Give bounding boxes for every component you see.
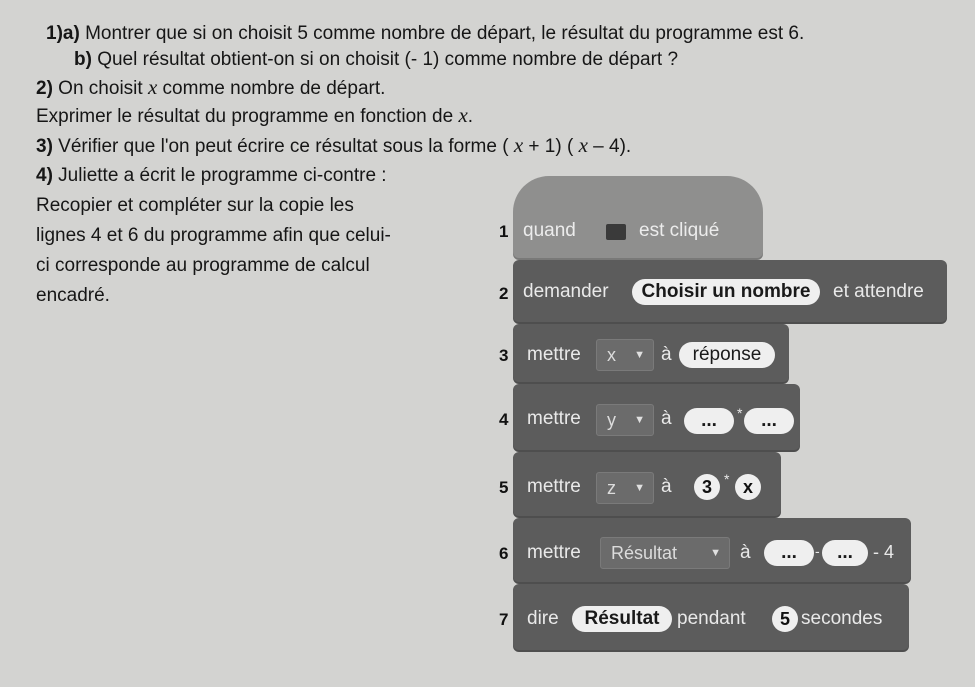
question-text: On choisit [52,78,148,99]
block-keyword: et attendre [833,281,924,302]
empty-slot[interactable]: ... [744,408,794,434]
question-4 [36,164,387,187]
chevron-down-icon: ▼ [634,349,645,361]
flag-icon [606,224,626,240]
block-keyword: quand [523,220,576,241]
question-2-line2 [36,104,473,128]
expr-part: ( [502,136,514,157]
question-3 [36,134,631,158]
empty-slot[interactable]: ... [764,540,814,566]
question-1a [46,22,804,45]
operator: * [724,471,730,487]
number-slot[interactable]: 3 [694,474,720,500]
block-keyword: à [661,476,672,497]
variable-x: x [578,133,588,157]
question-text: Vérifier que l'on peut écrire ce résultat sous la forme [52,136,503,157]
question-number: 3) [36,136,53,157]
block-keyword: demander [523,281,609,302]
question-text: . [467,106,474,127]
question-text: comme nombre de départ. [157,78,386,99]
question-4-line5: encadré. [36,285,110,306]
question-number: 1)a) [46,23,80,44]
question-4-line3: lignes 4 et 6 du programme afin que celui- [36,225,391,246]
empty-slot[interactable]: ... [684,408,734,434]
question-text: Exprimer le résultat du programme en fonction de [36,106,459,127]
variable-name: x [607,345,616,365]
block-keyword: à [661,344,672,365]
variable-name: z [607,478,616,498]
variable-dropdown[interactable] [600,537,730,569]
variable-reporter-resultat[interactable]: Résultat [572,606,672,632]
question-1b [74,48,678,71]
expr-part: + 1) ( [523,136,579,157]
block-keyword: est cliqué [639,220,720,241]
number-slot[interactable]: 5 [772,606,798,632]
chevron-down-icon: ▼ [634,414,645,426]
block-keyword: à [661,408,672,429]
line-number: 1 [499,222,509,241]
line-number: 7 [499,610,509,629]
question-4-line4: ci corresponde au programme de calcul [36,255,370,276]
variable-name: y [607,410,616,430]
question-number: 2) [36,78,53,99]
question-number: 4) [36,165,53,186]
question-text: Montrer que si on choisit 5 comme nombre de départ, le résultat du programme est 6. [79,23,805,44]
block-keyword: mettre [527,542,581,563]
operator: * [737,405,743,421]
question-text: Quel résultat obtient-on si on choisit (- 1) comme nombre de départ ? [91,49,679,70]
question-2 [36,76,385,100]
empty-slot[interactable]: ... [822,540,868,566]
variable-dropdown[interactable] [596,404,654,436]
expr-part: – 4). [587,136,632,157]
block-keyword: dire [527,608,559,629]
chevron-down-icon: ▼ [634,482,645,494]
variable-reporter[interactable]: x [735,474,761,500]
constant-term: - 4 [873,542,895,562]
variable-name: Résultat [611,543,678,563]
block-keyword: à [740,542,751,563]
question-number: b) [74,49,92,70]
variable-x: x [513,133,524,157]
chevron-down-icon: ▼ [710,547,721,559]
variable-dropdown[interactable] [596,472,654,504]
block-keyword: secondes [801,608,883,629]
question-text: Juliette a écrit le programme ci-contre : [52,165,387,186]
line-number: 3 [499,346,509,365]
block-line-1 [513,176,763,260]
variable-dropdown[interactable] [596,339,654,371]
variable-x: x [458,103,468,127]
block-keyword: mettre [527,344,581,365]
line-number: 6 [499,544,509,563]
operator: - [815,543,820,559]
reporter-reponse[interactable]: réponse [679,342,775,368]
line-number: 4 [499,410,509,429]
prompt-input[interactable]: Choisir un nombre [632,279,820,305]
block-keyword: pendant [677,608,746,629]
line-number: 2 [499,284,509,303]
block-keyword: mettre [527,408,581,429]
line-number: 5 [499,478,509,497]
block-keyword: mettre [527,476,581,497]
variable-x: x [147,75,158,99]
question-4-line2: Recopier et compléter sur la copie les [36,195,354,216]
